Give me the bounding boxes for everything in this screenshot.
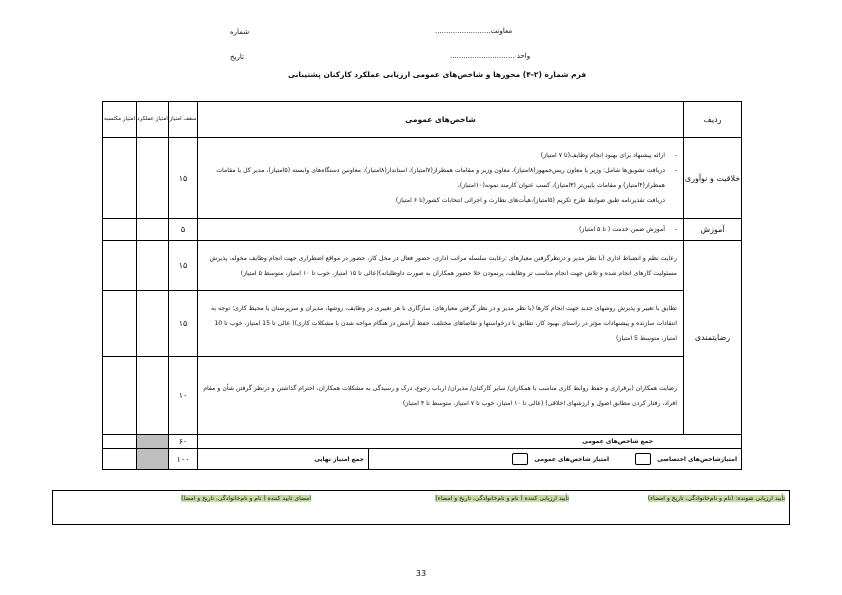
final-gray-cell: [137, 449, 169, 470]
table-row: [103, 138, 742, 219]
specific-score-label: امتیازشاخص‌های اختصاصی: [657, 455, 737, 463]
assessee-signature-label: تأیید ارزیابی شونده: (نام و نام‌خانوادگی، تاریخ و امضاء): [647, 495, 785, 502]
ceiling-cell: ۵: [169, 219, 198, 241]
approver-signature-label: امضای تایید کننده ( نام و نام‌خانوادگی، تاریخ و امضا): [181, 495, 311, 502]
header-score-earned: امتیاز مکتسبه: [103, 102, 137, 138]
indicator-line: - دریافت تشویق‌ها شامل: وزیر یا معاون ریس‌جمهور(۸امتیاز)، معاون وزیر و مقامات همطراز(۷امتیاز)، استاندار(۸امتیاز)، معاونین دستگاه‌های وابسته (۵امتیاز)، مدیر کل یا مقامات همطراز(۴امتیاز) و مقامات پایین‌تر (۳امتیاز)، کسب عنوان کارمند نمونه(۱۰امتیاز)،: [202, 163, 665, 193]
group-innovation: خلاقیت و نوآوری: [684, 138, 742, 219]
sum-general-label: جمع شاخص‌های عمومی: [198, 435, 742, 449]
score-performance-cell[interactable]: [137, 241, 169, 291]
group-satisfaction: رضایتمندی: [684, 241, 742, 435]
final-earned-cell[interactable]: [103, 449, 137, 470]
score-performance-cell[interactable]: [137, 357, 169, 435]
sheet-number-label: شماره: [230, 28, 250, 36]
group-training: آموزش: [684, 219, 742, 241]
table-header-row: [103, 102, 742, 138]
indicators-table: [102, 101, 742, 470]
ceiling-cell: ۱۵: [169, 241, 198, 291]
ceiling-cell: ۱۵: [169, 138, 198, 219]
evaluator-signature[interactable]: [435, 495, 569, 502]
table-row: [103, 357, 742, 435]
ceiling-cell: ۱۵: [169, 291, 198, 357]
indicator-line: - آموزش ضمن خدمت ( تا ۵ امتیاز): [202, 222, 665, 237]
table-row: [103, 219, 742, 241]
score-earned-cell[interactable]: [103, 219, 137, 241]
evaluator-signature-label: تأیید ارزیابی کننده ( نام و نام‌خانوادگی، تاریخ و امضاء): [435, 495, 569, 502]
assessee-signature[interactable]: [648, 495, 785, 502]
date-label: تاریخ: [230, 53, 244, 61]
indicator-cell: [198, 138, 684, 219]
indicator-cell: تطابق با تغییر و پذیرش روشهای جدید جهت انجام کارها (با نظر مدیر و در نظر گرفتن معیارهای: سازگاری با هر تغییری در وظایف، روشها، مدیران و سرپرستان یا محیط کاری؛ توجه به انتقادات سازنده و پیشنهادات مؤثر در راستای بهبود کار، تطابق با درخواستها و تقاضاهای مختلف، حفظ آرامش در هنگام مواجه شدن با مشکلات کاری)( عالی تا 15 امتیاز، خوب تا 10 امتیاز، متوسط 5 امتیاز): [198, 291, 684, 357]
score-performance-cell[interactable]: [137, 138, 169, 219]
ceiling-cell: ۱۰: [169, 357, 198, 435]
score-earned-cell[interactable]: [103, 291, 137, 357]
score-earned-cell[interactable]: [103, 357, 137, 435]
sum-gray-cell: [137, 435, 169, 449]
score-breakdown: [369, 449, 741, 469]
unit-field[interactable]: واحد .............................: [450, 52, 531, 60]
sum-general-value: ۶۰: [169, 435, 198, 449]
indicator-cell: رضایت همکاران (برقراری و حفظ روابط کاری مناسب با همکاران/ سایر کارکنان/ مدیران/ ارباب رجوع، درک و رسیدگی به مشکلات همکاران، احترام گذاشتن و درنظر گرفتن شأن و مقام افراد، رفتار کردن مطابق اصول و ارزشهای اخلاقی) (عالی تا ۱۰ امتیاز، خوب تا ۷ امتیاز، متوسط تا ۴ امتیاز): [198, 357, 684, 435]
approver-signature[interactable]: [181, 495, 311, 502]
final-total-row: [103, 449, 742, 470]
indicator-line: دریافت تقدیرنامه طبق ضوابط طرح تکریم (۵امتیاز)،هیأت‌های نظارت و اجرائی انتخابات کشور(تا ۶ امتیاز): [395, 197, 665, 204]
table-row: [103, 241, 742, 291]
sum-earned-cell[interactable]: [103, 435, 137, 449]
indicator-line: - ارائه پیشنهاد برای بهبود انجام وظایف(تا ۷ امتیاز): [202, 148, 665, 163]
final-total-label: جمع امتیاز نهایی: [198, 449, 369, 469]
final-total-cell: [198, 449, 742, 470]
score-earned-cell[interactable]: [103, 241, 137, 291]
general-score-box[interactable]: [512, 453, 528, 465]
final-total-value: ۱۰۰: [169, 449, 198, 470]
score-performance-cell[interactable]: [137, 291, 169, 357]
general-score-label: امتیاز شاخص‌های عمومی: [534, 455, 610, 463]
deputy-field[interactable]: معاونت.........................: [435, 27, 513, 35]
form-title: فرم شماره (۲-۴) محورها و شاخص‌های عمومی ارزیابی عملکرد کارکنان پشتیبانی: [288, 70, 587, 79]
page-number: 33: [415, 569, 427, 578]
header-row: ردیف: [684, 102, 742, 138]
header-score-performance: امتیاز عملکرد: [137, 102, 169, 138]
sum-general-row: [103, 435, 742, 449]
header-score-ceiling: سقف امتیاز: [169, 102, 198, 138]
indicator-cell: رعایت نظم و انضباط اداری (با نظر مدیر و درنظرگرفتن معیارهای :رعایت سلسله مراتب اداری، حضور فعال در محل کار، حضور در مواقع اضطراری جهت انجام وظایف محوله، پذیرش مسئولیت کارهای انجام شده و تلاش جهت انجام مناسب تر وظایف، پرنمودن خلا حضور همکاران به صورت داوطلبانه)(عالی تا ۱۵ امتیاز، خوب تا ۱۰ امتیاز، متوسط ۵ امتیاز): [198, 241, 684, 291]
indicator-cell: [198, 219, 684, 241]
specific-score-box[interactable]: [635, 453, 651, 465]
table-row: [103, 291, 742, 357]
signature-box: [52, 490, 790, 525]
header-indicators: شاخص‌های عمومی: [198, 102, 684, 138]
score-earned-cell[interactable]: [103, 138, 137, 219]
score-performance-cell[interactable]: [137, 219, 169, 241]
